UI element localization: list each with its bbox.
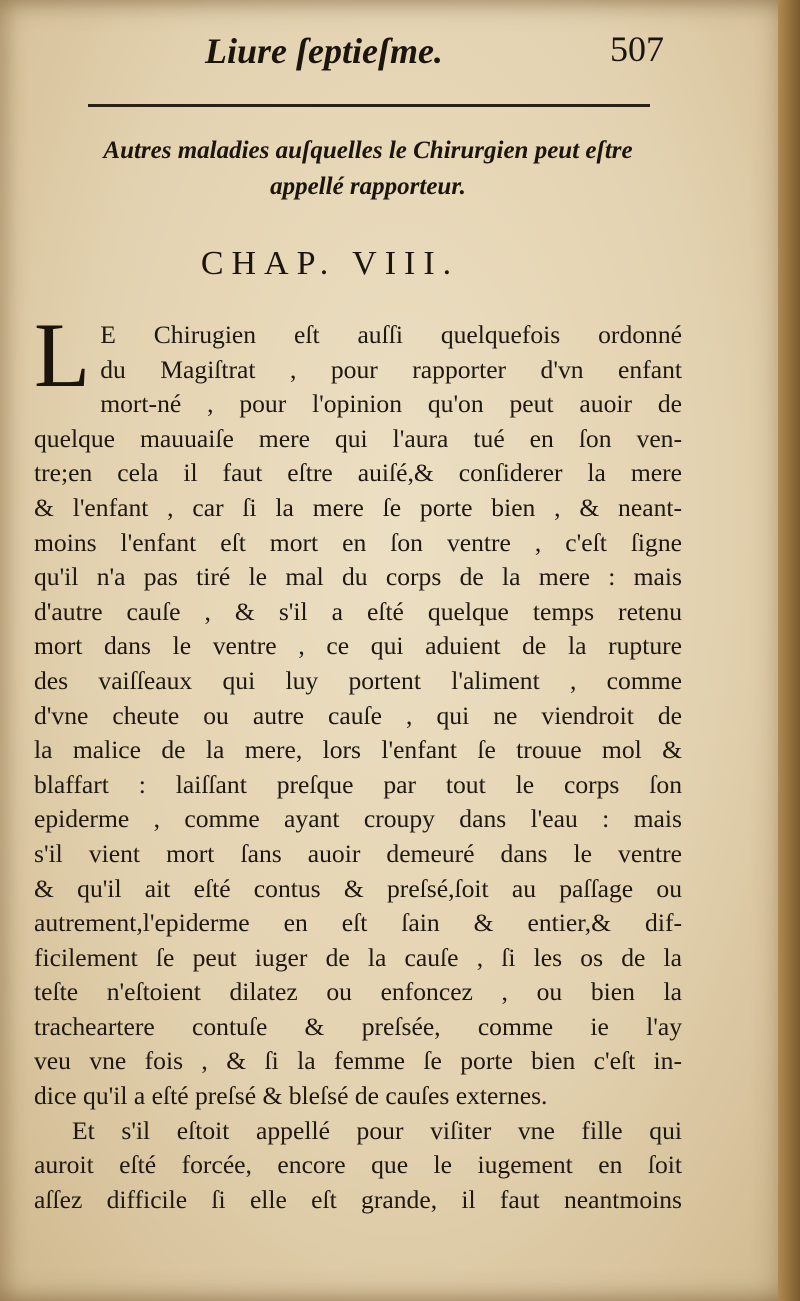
text-line: & qu'il ait eſté contus & preſsé,ſoit au paſſage ou [34,873,682,903]
text-line: mort dans le ventre , ce qui aduient de la rupture [34,631,682,661]
page-number: 507 [610,29,664,69]
subtitle-line-1: Autres maladies auſquelles le Chirurgien peut eſtre [103,137,633,164]
text-line: teſte n'eſtoient dilatez ou enfoncez , ou bien la [34,977,682,1007]
drop-cap: L [34,304,91,406]
text-line: ficilement ſe peut iuger de la cauſe , ſi les os de la [34,942,682,972]
text-line: tre;en cela il faut eſtre auiſé,& conſiderer la mere [34,458,682,488]
text-line: auroit eſté forcée, encore que le iugement en ſoit [34,1150,682,1180]
text-line: & l'enfant , car ſi la mere ſe porte bien , & neant- [34,492,682,522]
running-title: Liure ſeptieſme. [205,31,443,71]
text-line: d'autre cauſe , & s'il a eſté quelque temps retenu [34,596,682,626]
text-line: s'il vient mort ſans auoir demeuré dans le ventre [34,838,682,868]
text-line: Et s'il eſtoit appellé pour viſiter vne fille qui [72,1115,682,1145]
body-text [34,304,682,1217]
text-line: quelque mauuaiſe mere qui l'aura tué en ſon ven- [34,423,682,453]
text-line: moins l'enfant eſt mort en ſon ventre , c'eſt ſigne [34,527,682,557]
text-line: blaffart : laiſſant preſque par tout le corps ſon [34,769,682,799]
text-line: des vaiſſeaux qui luy portent l'aliment , comme [34,665,682,695]
text-line: autrement,l'epiderme en eſt ſain & entier,& dif- [34,908,682,938]
text-line: du Magiſtrat , pour rapporter d'vn enfant [100,354,682,384]
page-header [0,22,800,82]
text-line: qu'il n'a pas tiré le mal du corps de la mere : mais [34,562,682,592]
subtitle-line-2: appellé rapporteur. [270,173,466,200]
text-line: la malice de la mere, lors l'enfant ſe trouue mol & [34,735,682,765]
text-line: mort-né , pour l'opinion qu'on peut auoir de [100,389,682,419]
chapter-heading: CHAP. VIII. [200,245,460,282]
chapter-subtitle [88,133,648,205]
text-line: dice qu'il a eſté preſsé & bleſsé de cauſes externes. [34,1081,548,1111]
text-line: E Chirugien eſt auſſi quelquefois ordonné [100,320,682,349]
text-line: tracheartere contuſe & preſsée, comme ie l'ay [34,1011,682,1041]
text-line: aſſez difficile ſi elle eſt grande, il faut neantmoins [34,1184,682,1214]
page-edge [778,0,800,1301]
header-rule [88,104,650,107]
text-line: d'vne cheute ou autre cauſe , qui ne viendroit de [34,700,682,730]
text-line: veu vne fois , & ſi la femme ſe porte bien c'eſt in- [34,1046,682,1076]
text-line: epiderme , comme ayant croupy dans l'eau : mais [34,804,682,834]
